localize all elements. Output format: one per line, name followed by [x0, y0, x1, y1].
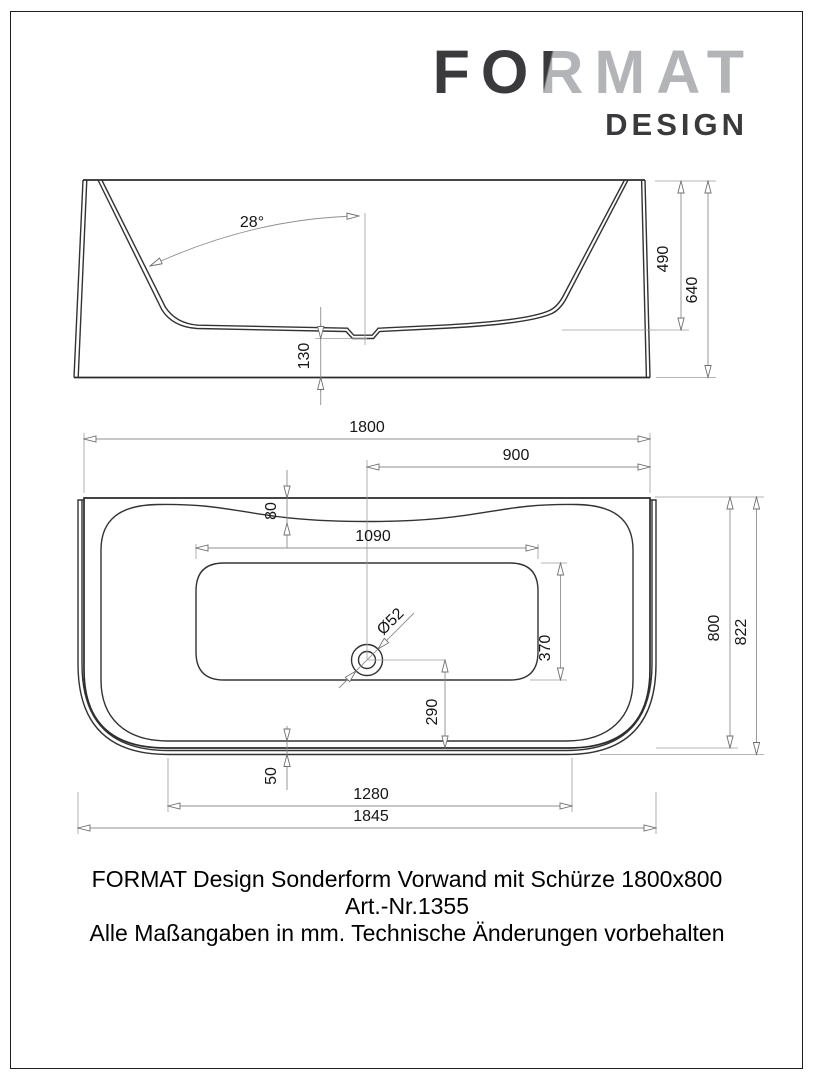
drain-diameter-label: Ø52	[374, 605, 408, 639]
half-length-label: 900	[502, 447, 530, 464]
caption-title: FORMAT Design Sonderform Vorwand mit Schürze 1800x800	[91, 866, 723, 892]
caption-disclaimer: Alle Maßangaben in mm. Technische Änderungen vorbehalten	[89, 920, 725, 946]
floor-length-label: 1090	[355, 528, 391, 545]
width-label: 800	[706, 614, 723, 642]
plan-view	[78, 419, 764, 834]
floor-width-label: 370	[537, 634, 554, 662]
apron-flat-label: 1280	[353, 786, 389, 803]
basin-profile-outer	[98, 180, 628, 339]
basin-profile-inner	[102, 180, 625, 335]
inner-depth-label: 490	[655, 245, 672, 273]
angle-label: 28°	[239, 214, 265, 231]
rim-inset-label: 80	[263, 502, 280, 520]
drawing-caption	[0, 866, 814, 947]
overall-width-label: 822	[733, 618, 750, 646]
elevation-view	[74, 180, 716, 405]
caption-article-number: Art.-Nr.1355	[345, 893, 469, 919]
overall-length-label: 1845	[353, 808, 389, 825]
logo-subtitle: DESIGN	[605, 107, 748, 142]
drain-offset-label: 290	[424, 698, 441, 726]
elevation-left-wall-outer	[74, 180, 83, 378]
elevation-left-wall-inner	[78, 180, 87, 378]
height-label: 640	[684, 276, 701, 304]
drain-diameter-arrow-upper	[378, 640, 387, 649]
logo-wordmark: FORMAT	[432, 38, 755, 106]
apron-gap-label: 50	[263, 767, 280, 785]
drain-diameter-arrow-lower	[347, 671, 356, 680]
length-label: 1800	[349, 419, 385, 436]
drain-depth-label: 130	[296, 342, 313, 370]
